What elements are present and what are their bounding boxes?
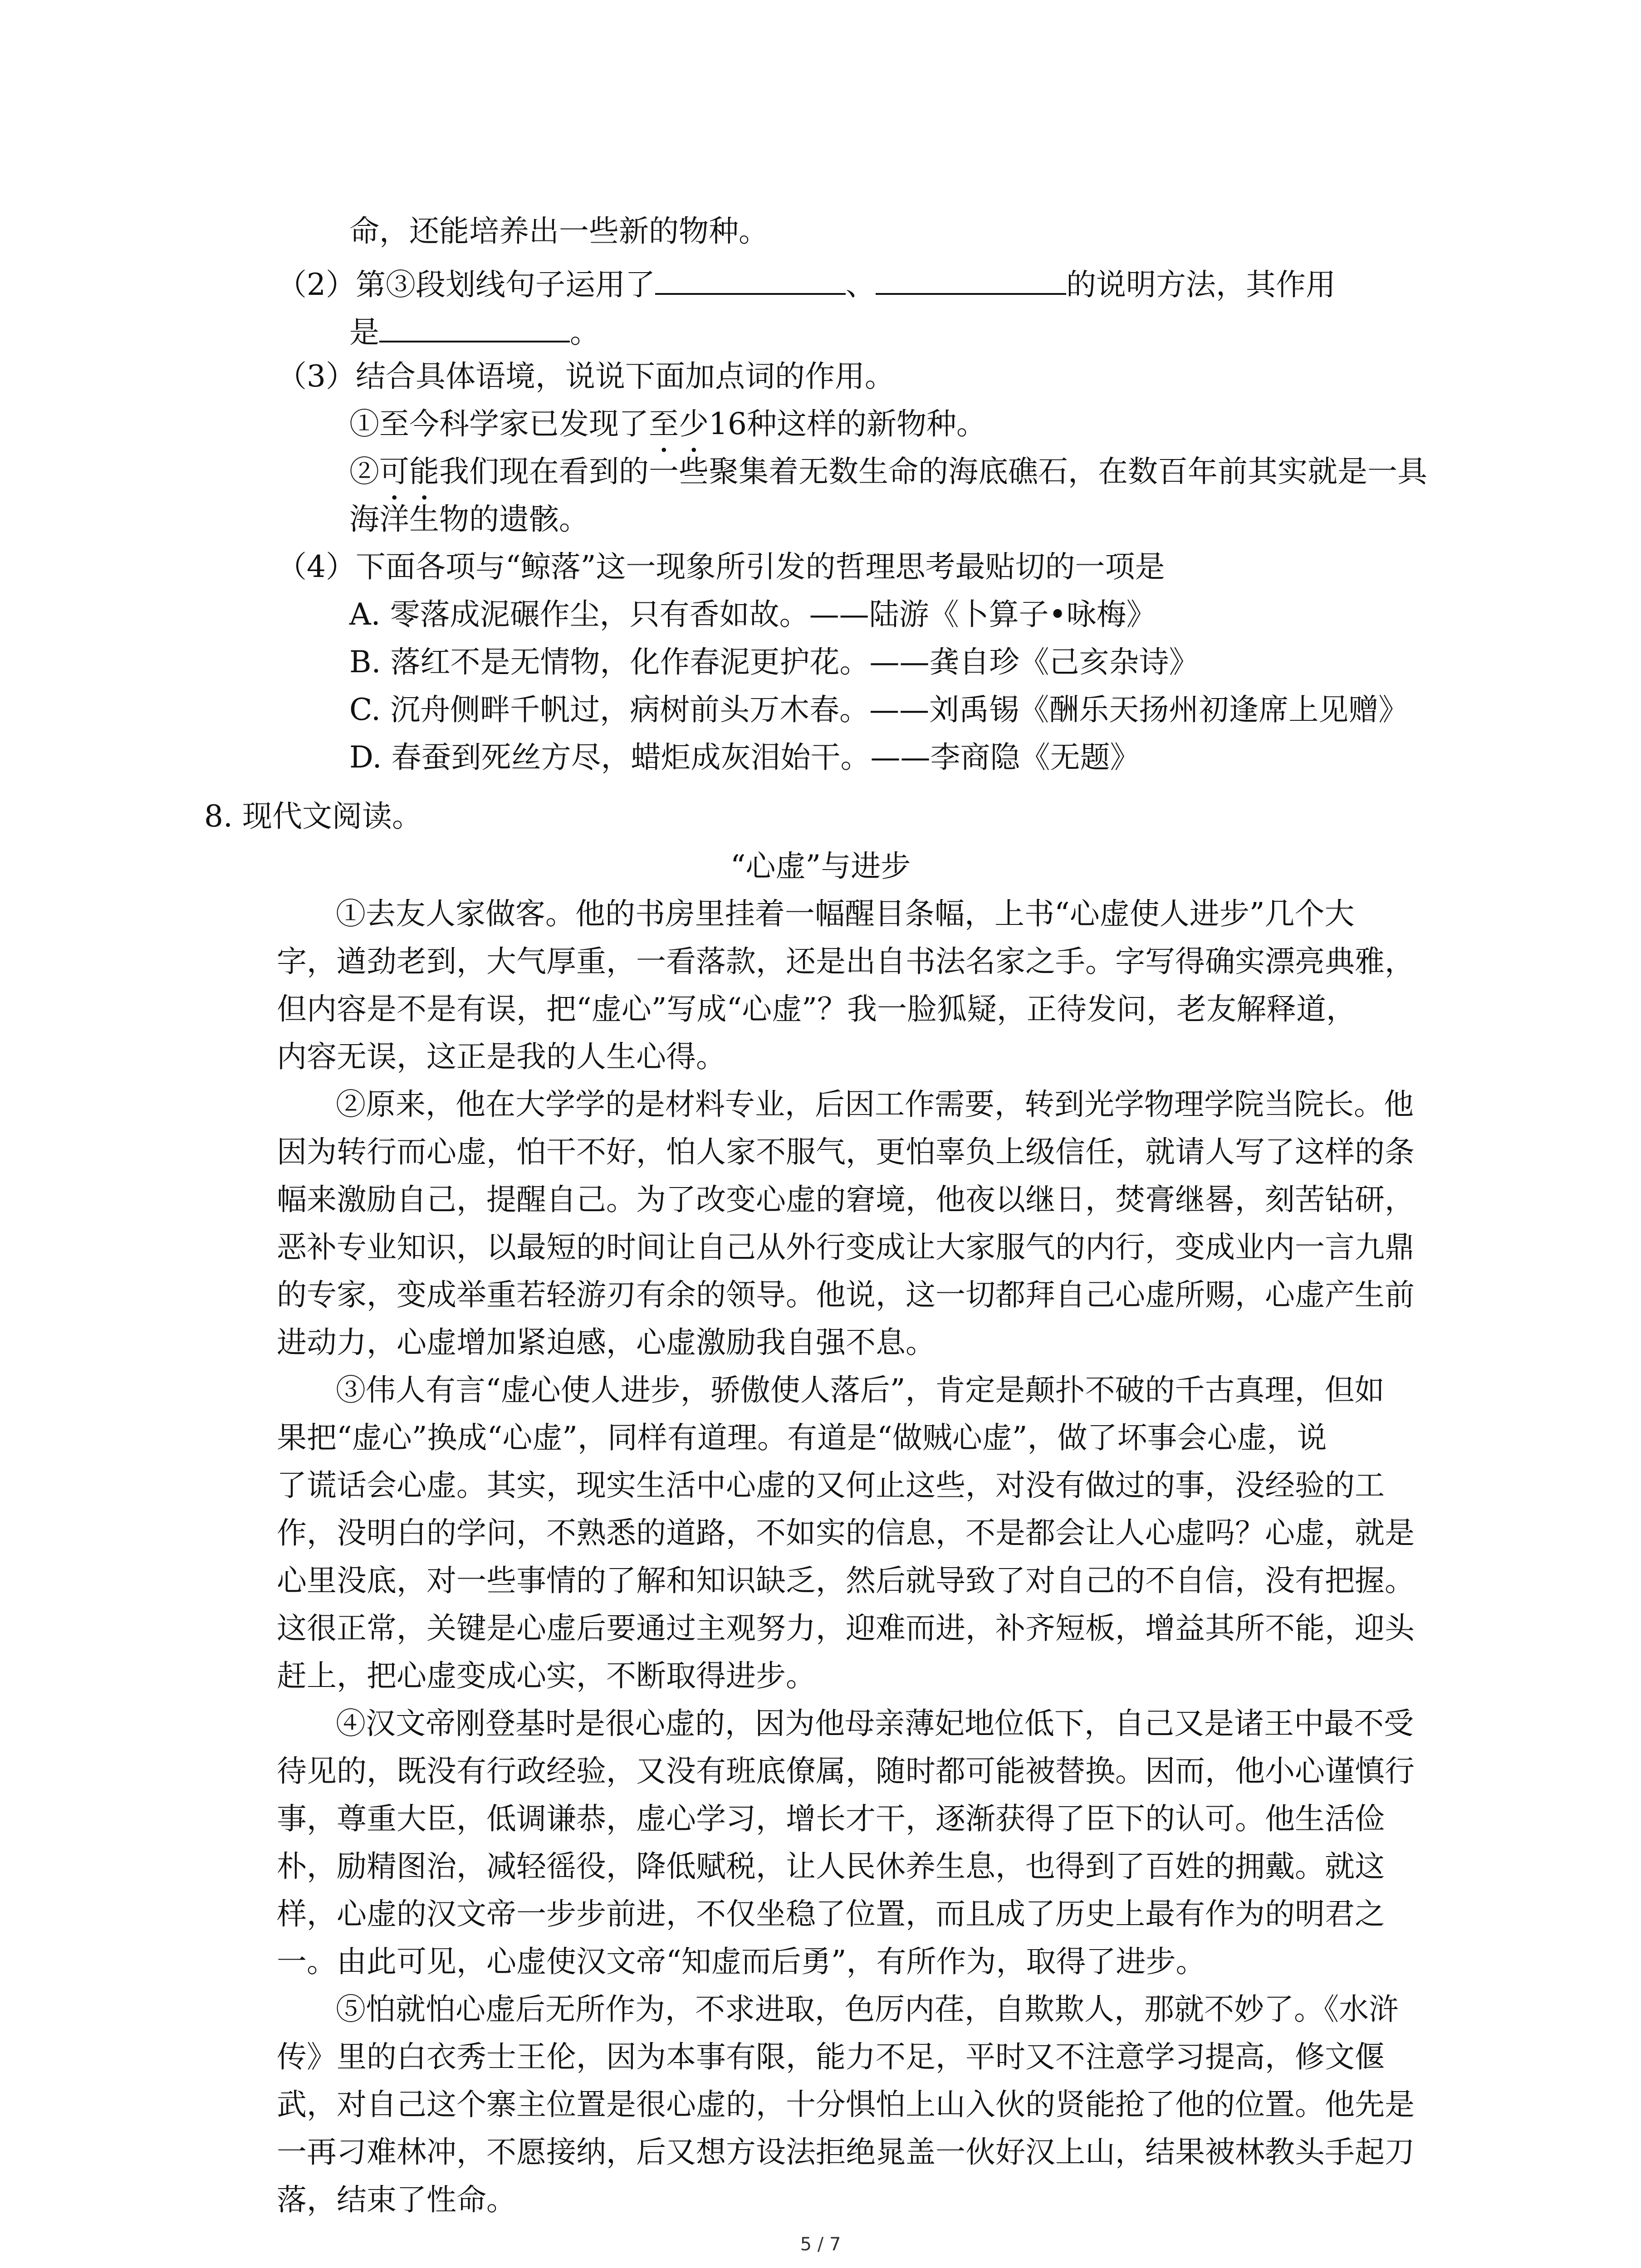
article-line: 事，尊重大臣，低调谦恭，虚心学习，增长才干，逐渐获得了臣下的认可。他生活俭 — [277, 1801, 1385, 1836]
article-line: ④汉文帝刚登基时是很心虚的，因为他母亲薄妃地位低下，自己又是诸王中最不受 — [336, 1706, 1414, 1741]
article-line: 一再刁难林冲，不愿接纳，后又想方设法拒绝晁盖一伙好汉上山，结果被林教头手起刀 — [277, 2135, 1415, 2170]
q7-option-d[interactable]: D. 春蚕到死丝方尽，蜡炬成灰泪始干。——李商隐《无题》 — [349, 740, 1140, 775]
article-line: 待见的，既没有行政经验，又没有班底僚属，随时都可能被替换。因而，他小心谨慎行 — [277, 1754, 1415, 1789]
article-line: 赶上，把心虚变成心实，不断取得进步。 — [277, 1658, 816, 1693]
q7-sub2-end: 。 — [570, 315, 600, 350]
article-line: 一。由此可见，心虚使汉文帝“知虚而后勇”，有所作为，取得了进步。 — [277, 1944, 1206, 1979]
article-line: 果把“虚心”换成“心虚”，同样有道理。有道是“做贼心虚”，做了坏事会心虚，说 — [277, 1420, 1327, 1455]
article-line: 作，没明白的学问，不熟悉的道路，不如实的信息，不是都会让人心虚吗？心虚，就是 — [277, 1515, 1415, 1550]
article-line: ⑤怕就怕心虚后无所作为，不求进取，色厉内荏，自欺欺人，那就不妙了。《水浒 — [336, 1992, 1399, 2027]
q8-article-title: “心虚”与进步 — [730, 849, 911, 884]
q7-option-b[interactable]: B. 落红不是无情物，化作春泥更护花。——龚自珍《己亥杂诗》 — [349, 645, 1199, 679]
article-line: ①去友人家做客。他的书房里挂着一幅醒目条幅，上书“心虚使人进步”几个大 — [336, 896, 1355, 931]
q7-sub2-text2: 的说明方法，其作用 — [1066, 267, 1336, 302]
article-line: 落，结束了性命。 — [277, 2182, 516, 2217]
q7-sub3-item1-pre: ①至今科学家已发现了 — [349, 406, 649, 441]
q7-sub3-item2-dotted: 可能 — [379, 454, 439, 489]
article-line: 样，心虚的汉文帝一步步前进，不仅坐稳了位置，而且成了历史上最有作为的明君之 — [277, 1897, 1385, 1931]
q7-sub3-item1-dotted: 至少 — [649, 406, 709, 441]
article-line: 幅来激励自己，提醒自己。为了改变心虚的窘境，他夜以继日，焚膏继晷，刻苦钻研， — [277, 1182, 1415, 1217]
article-line: 武，对自己这个寨主位置是很心虚的，十分惧怕上山入伙的贤能抢了他的位置。他先是 — [277, 2087, 1415, 2122]
article-line: 进动力，心虚增加紧迫感，心虚激励我自强不息。 — [277, 1325, 936, 1360]
q7-sub2-text3: 是 — [349, 315, 379, 350]
q7-sub3-number: （3） — [277, 359, 356, 394]
article-line: 了谎话会心虚。其实，现实生活中心虚的又何止这些，对没有做过的事，没经验的工 — [277, 1468, 1385, 1503]
q7-sub2-line — [277, 263, 1336, 303]
q7-sub3-item-2 — [349, 454, 1427, 507]
q7-sub2-blank-3[interactable] — [379, 311, 570, 342]
article-line: ②原来，他在大学学的是材料专业，后因工作需要，转到光学物理学院当院长。他 — [336, 1087, 1414, 1122]
article-line: 传》里的白衣秀士王伦，因为本事有限，能力不足，平时又不注意学习提高，修文偃 — [277, 2039, 1385, 2074]
q7-sub2-number: （2） — [277, 267, 356, 302]
article-line: 因为转行而心虚，怕干不好，怕人家不服气，更怕辜负上级信任，就请人写了这样的条 — [277, 1134, 1415, 1169]
q7-sub3-item1-post: 16种这样的新物种。 — [709, 406, 986, 441]
q7-sub3-line — [277, 358, 895, 395]
q7-sub4-text: 下面各项与“鲸落”这一现象所引发的哲理思考最贴切的一项是 — [356, 549, 1165, 584]
article-line: 内容无误，这正是我的人生心得。 — [277, 1039, 726, 1074]
article-line: 的专家，变成举重若轻游刃有余的领导。他说，这一切都拜自己心虚所赐，心虚产生前 — [277, 1277, 1415, 1312]
article-line: 恶补专业知识，以最短的时间让自己从外行变成让大家服气的内行，变成业内一言九鼎 — [277, 1230, 1415, 1265]
q7-option-a[interactable]: A. 零落成泥碾作尘，只有香如故。——陆游《卜算子•咏梅》 — [349, 597, 1156, 632]
q7-option-c[interactable]: C. 沉舟侧畔千帆过，病树前头万木春。——刘禹锡《酬乐天扬州初逢席上见赠》 — [349, 692, 1409, 727]
article-line: 但内容是不是有误，把“虚心”写成“心虚”？我一脸狐疑，正待发问，老友解释道， — [277, 992, 1356, 1026]
q7-sub2-line-2 — [349, 311, 600, 351]
q7-sub2-blank-2[interactable] — [876, 263, 1066, 295]
q7-sub4-line — [277, 549, 1165, 585]
q7-sub3-item2-pre: ② — [349, 454, 379, 489]
q7-sub2-sep: 、 — [846, 267, 876, 302]
q7-sub3-text: 结合具体语境，说说下面加点词的作用。 — [356, 359, 895, 394]
article-line: 朴，励精图治，减轻徭役，降低赋税，让人民休养生息，也得到了百姓的拥戴。就这 — [277, 1849, 1385, 1884]
page-number: 5 / 7 — [800, 2234, 841, 2255]
q7-sub2-text1: 第③段划线句子运用了 — [356, 267, 655, 302]
article-line: 这很正常，关键是心虚后要通过主观努力，迎难而进，补齐短板，增益其所不能，迎头 — [277, 1611, 1415, 1646]
article-line: 字，遒劲老到，大气厚重，一看落款，还是出自书法名家之手。字写得确实漂亮典雅， — [277, 944, 1415, 979]
article-line: 心里没底，对一些事情的了解和知识缺乏，然后就导致了对自己的不自信，没有把握。 — [277, 1563, 1415, 1598]
article-line: ③伟人有言“虚心使人进步，骄傲使人落后”，肯定是颠扑不破的千古真理，但如 — [336, 1373, 1385, 1408]
q7-sub3-item2-post: 我们现在看到的一些聚集着无数生命的海底礁石，在数百年前其实就是一具 — [439, 454, 1427, 489]
q7-continuation-line: 命，还能培养出一些新的物种。 — [349, 214, 769, 249]
q7-sub4-number: （4） — [277, 549, 356, 584]
q7-sub3-item-2-cont: 海洋生物的遗骸。 — [349, 502, 589, 537]
q8-header: 8. 现代文阅读。 — [204, 799, 422, 834]
q7-sub2-blank-1[interactable] — [655, 263, 846, 295]
q7-sub3-item-1 — [349, 406, 986, 459]
